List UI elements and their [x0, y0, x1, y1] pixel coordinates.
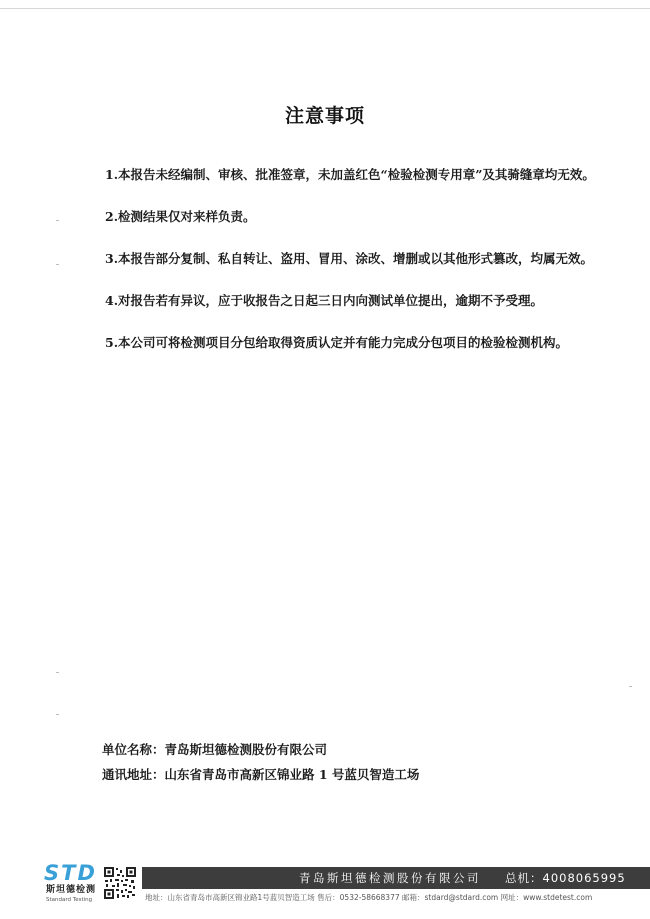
footer-hotline: 总机：4008065995	[505, 871, 626, 885]
scan-mark	[56, 714, 59, 715]
footer-company-name: 青岛斯坦德检测股份有限公司	[299, 871, 481, 885]
scan-mark	[56, 264, 59, 265]
qr-code-icon	[103, 866, 137, 900]
footer-contact-line: 地址：山东省青岛市高新区锦业路1号蓝贝智造工场 售后：0532-58668377 邮箱：stdard@stdard.com 网址：www.stdetest.com	[145, 893, 593, 902]
unit-name-row	[102, 741, 327, 759]
scan-mark	[56, 220, 59, 221]
address-value: 山东省青岛市高新区锦业路 1 号蓝贝智造工场	[164, 767, 420, 782]
scan-mark	[629, 686, 632, 687]
address-row	[102, 766, 419, 784]
address-label: 通讯地址：	[102, 767, 165, 782]
notice-item-2: 2.检测结果仅对来样负责。	[105, 209, 256, 224]
unit-name-label: 单位名称：	[102, 742, 165, 757]
notice-item-5: 5.本公司可将检测项目分包给取得资质认定并有能力完成分包项目的检验检测机构。	[105, 335, 569, 350]
footer-bar	[142, 867, 650, 889]
logo-wordmark: STD	[44, 861, 97, 885]
page-title: 注意事项	[284, 105, 365, 127]
unit-name-value: 青岛斯坦德检测股份有限公司	[164, 742, 328, 757]
company-logo	[44, 862, 104, 910]
notice-item-3: 3.本报告部分复制、私自转让、盗用、冒用、涂改、增删或以其他形式篡改，均属无效。	[105, 251, 594, 266]
notice-item-4: 4.对报告若有异议，应于收报告之日起三日内向测试单位提出，逾期不予受理。	[105, 293, 544, 308]
notice-item-1: 1.本报告未经编制、审核、批准签章，未加盖红色“检验检测专用章”及其骑缝章均无效。	[105, 167, 595, 182]
scan-mark	[56, 672, 59, 673]
logo-english-name: Standard Testing	[46, 897, 93, 903]
page-top-edge	[0, 8, 650, 9]
logo-chinese-name: 斯坦德检测	[46, 885, 97, 895]
